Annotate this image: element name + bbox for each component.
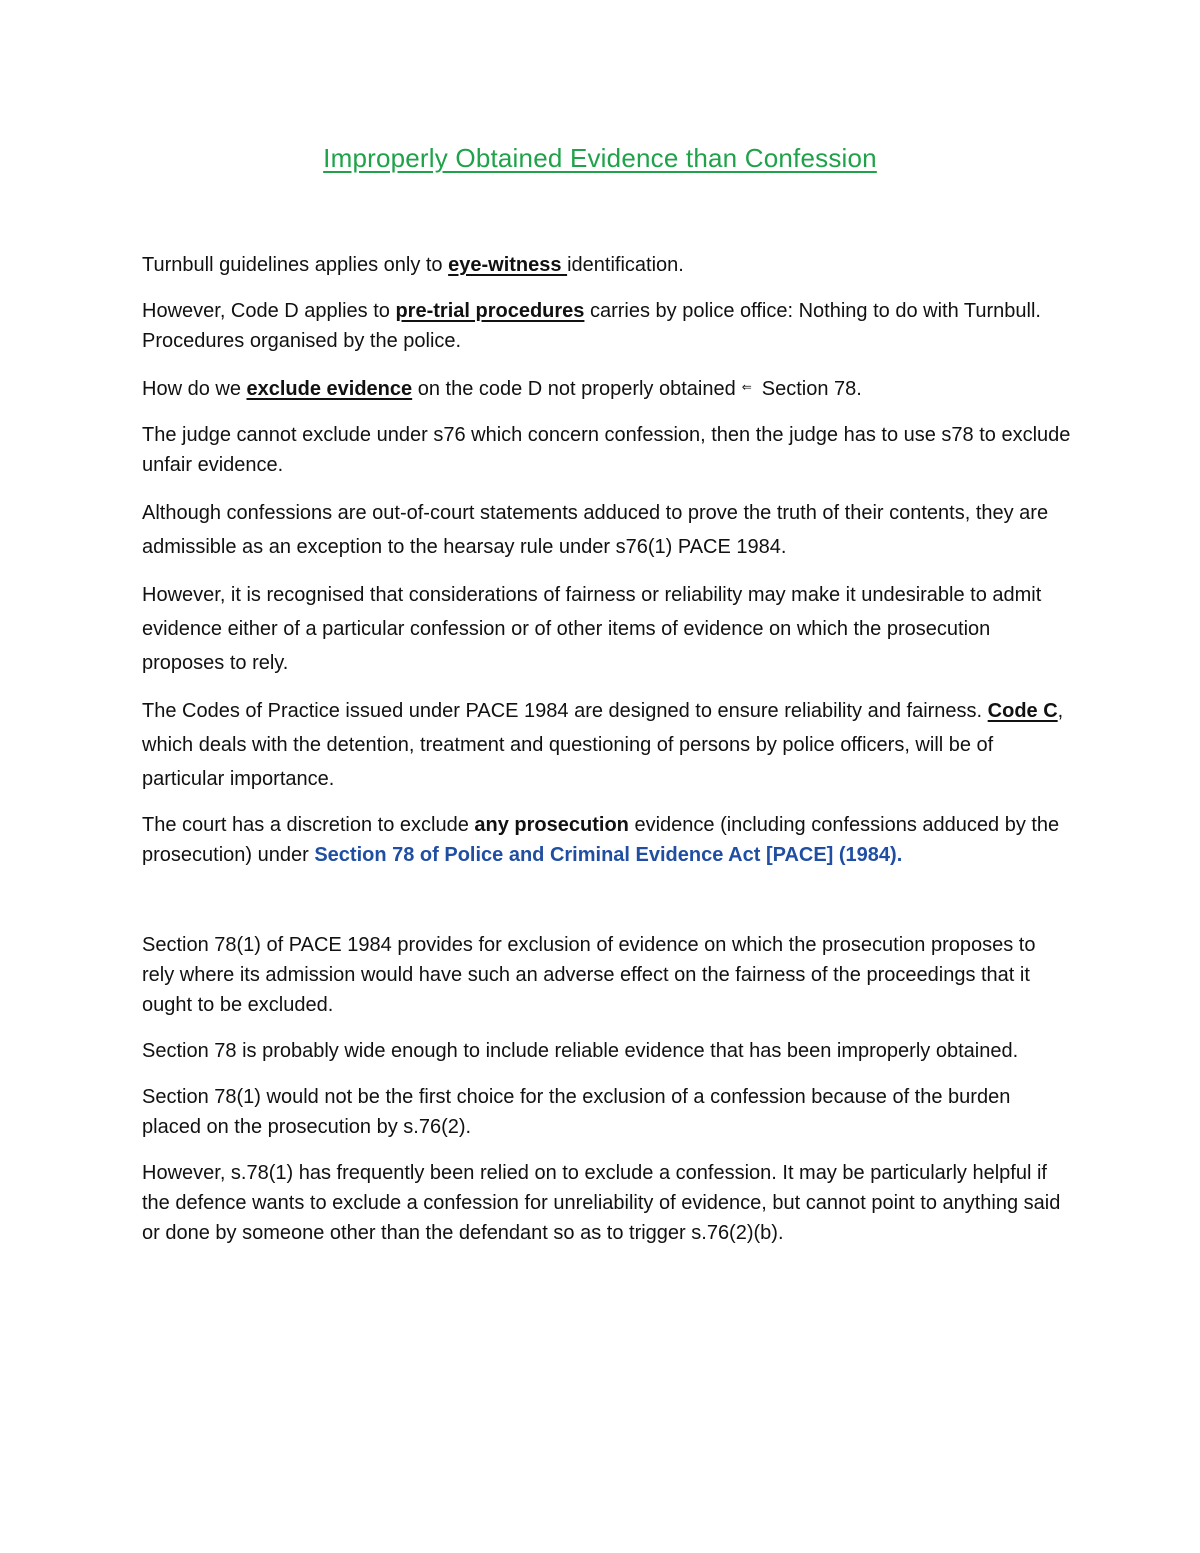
paragraph-court-discretion [142,810,1072,870]
underlined-term: exclude evidence [246,378,413,400]
spacer [142,886,1072,930]
paragraph-section-78-1: Section 78(1) of PACE 1984 provides for exclusion of evidence on which the prosecution proposes to rely where its admission would have such an adverse effect on the fairness of the proceedings that it ought to be excluded. [142,934,1036,1016]
paragraph-section-78-wide: Section 78 is probably wide enough to include reliable evidence that has been improperly obtained. [142,1040,1019,1062]
page-title: Improperly Obtained Evidence than Confession [323,143,877,173]
text: , which deals with the detention, treatment and questioning of persons by police officers, will be of particular importance. [142,700,1064,790]
text: The Codes of Practice issued under PACE 1984 are designed to ensure reliability and fairness. [142,700,988,722]
text: on the code D not properly obtained [412,378,736,400]
underlined-term: pre-trial procedures [395,300,585,322]
text: . [896,844,903,866]
arrow-left-icon: ⇐ [741,380,752,394]
paragraph-exclude-evidence [142,372,1072,404]
text: However, Code D applies to [142,300,396,322]
text: How do we [142,378,247,400]
underlined-term: Code C [987,700,1058,722]
text: identification. [567,254,684,276]
statute-reference-link[interactable]: Section 78 of Police and Criminal Evidence Act [PACE] (1984) [314,844,897,866]
text: evidence (including confessions adduced by the prosecution) under [142,814,1060,866]
paragraph-s76-s78: The judge cannot exclude under s76 which concern confession, then the judge has to use s78 to exclude unfair evidence. [142,424,1071,476]
paragraph-codes-of-practice [142,694,1072,796]
text: Section 78. [761,378,862,400]
paragraph-fairness-reliability: However, it is recognised that considerations of fairness or reliability may make it undesirable to admit evidence either of a particular confession or of other items of evidence on which the prosecution proposes to rely. [142,584,1042,674]
paragraph-turnbull [142,250,1072,280]
document-body [142,250,1072,1264]
text: The court has a discretion to exclude [142,814,475,836]
paragraph-relied-on: However, s.78(1) has frequently been relied on to exclude a confession. It may be particularly helpful if the defence wants to exclude a confession for unreliability of evidence, but cannot point to anything said or done by someone other than the defendant so as to trigger s.76(2)(b). [142,1162,1061,1244]
underlined-term: eye-witness [448,254,568,276]
text: Turnbull guidelines applies only to [142,254,449,276]
text: carries by police office: Nothing to do with Turnbull. Procedures organised by the police. [142,300,1041,352]
paragraph-code-d [142,296,1072,356]
paragraph-first-choice: Section 78(1) would not be the first choice for the exclusion of a confession because of the burden placed on the prosecution by s.76(2). [142,1086,1011,1138]
paragraph-confessions-hearsay: Although confessions are out-of-court statements adduced to prove the truth of their contents, they are admissible as an exception to the hearsay rule under s76(1) PACE 1984. [142,502,1049,558]
bold-term: any prosecution [474,814,629,836]
